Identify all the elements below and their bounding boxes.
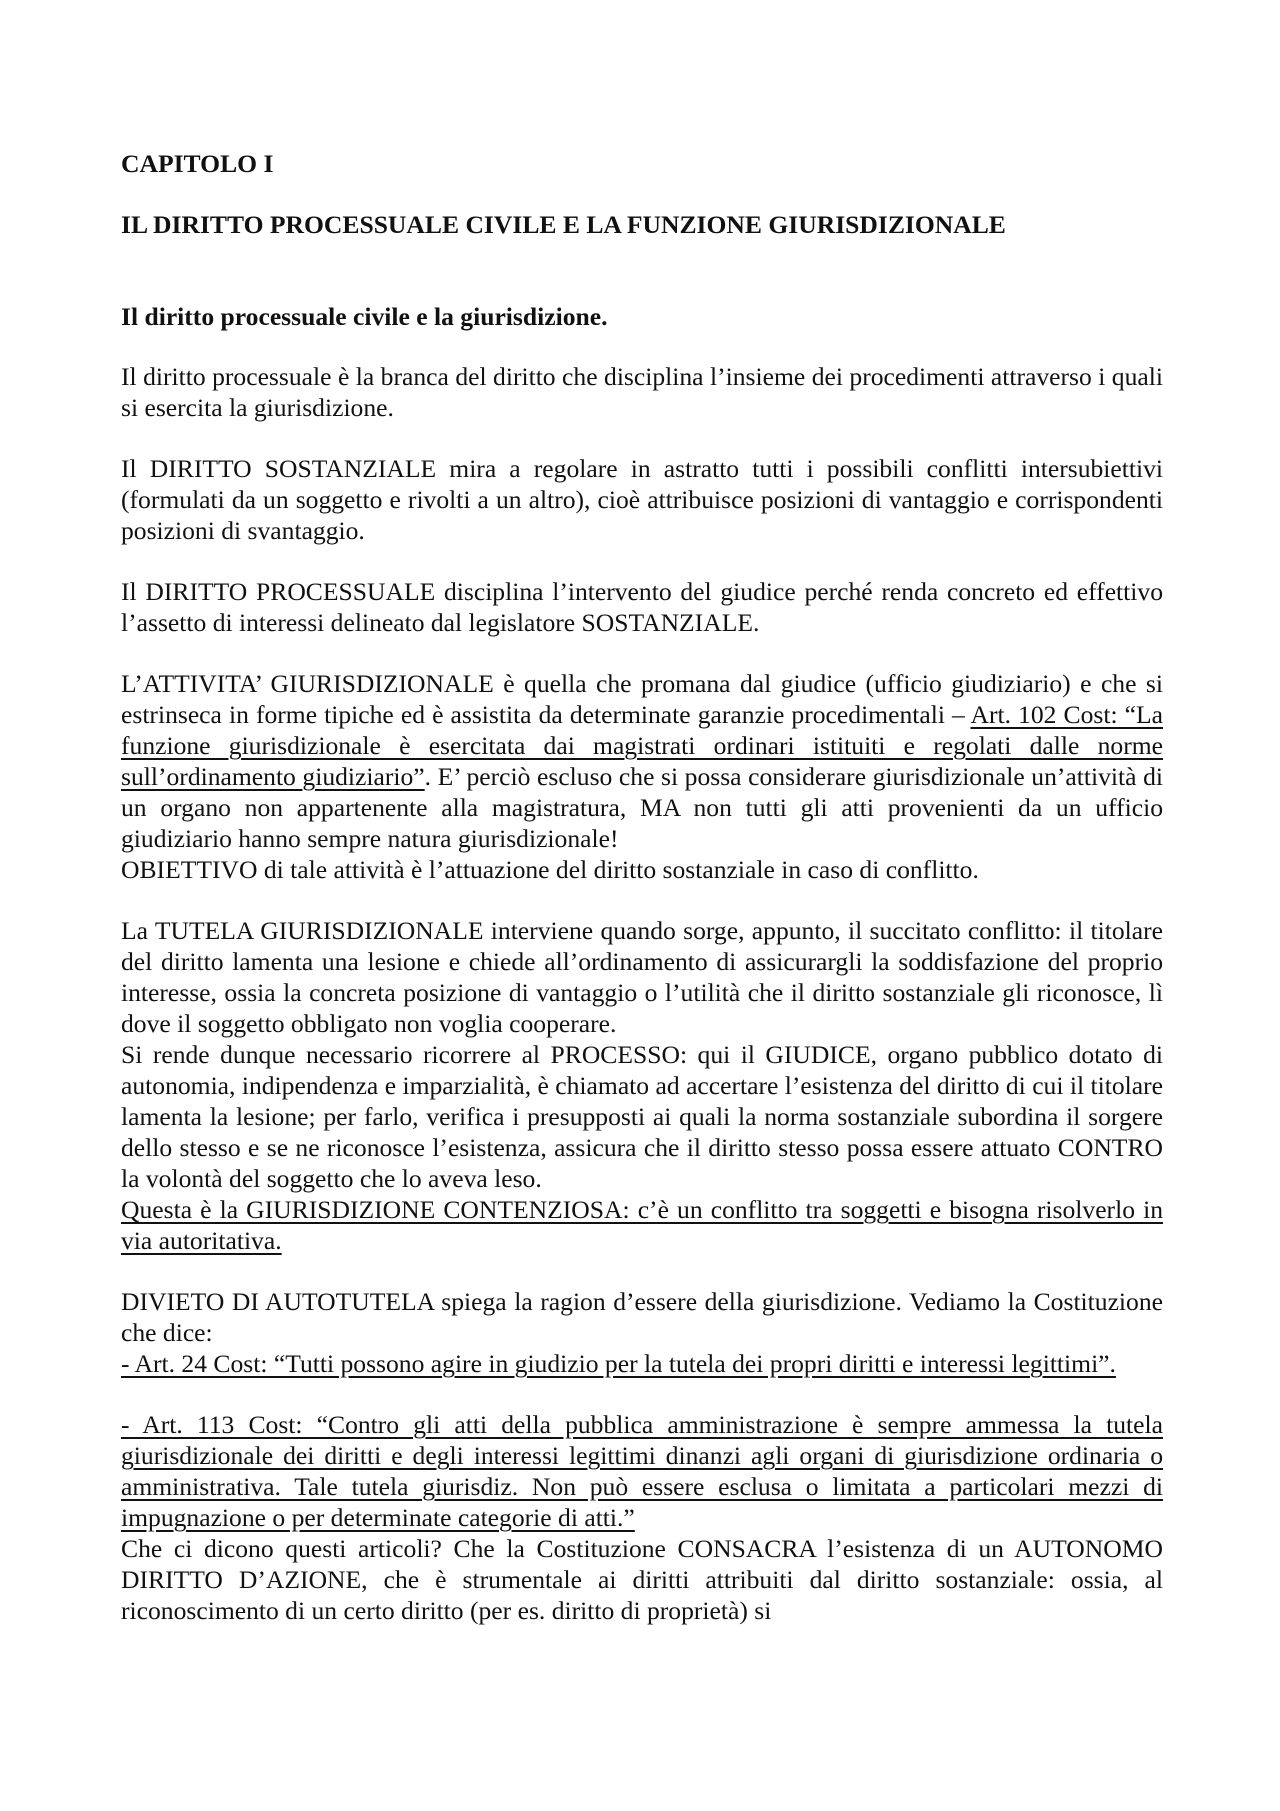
paragraph-2: Il DIRITTO SOSTANZIALE mira a regolare in astratto tutti i possibili conflitti intersubiettivi (formulati da un soggetto e rivolti a un altro), cioè attribuisce posizioni di vantaggio e corrispondenti posizioni di svantaggio. — [121, 454, 1163, 545]
paragraph-5-text-b: Si rende dunque necessario ricorrere al PROCESSO: qui il GIUDICE, organo pubblico dotato di autonomia, indipendenza e imparzialità, è chiamato ad accertare l’esistenza del diritto di cui il titolare lamenta la lesione; per farlo, verifica i presupposti ai quali la norma sostanziale subordina il sorgere dello stesso e se ne riconosce l’esistenza, assicura che il diritto stesso possa essere attuato CONTRO la volontà del soggetto che lo aveva leso. — [121, 1040, 1163, 1193]
paragraph-4 — [121, 668, 1163, 885]
art-113-quote: - Art. 113 Cost: “Contro gli atti della pubblica amministrazione è sempre ammessa la tutela giurisdizionale dei diritti e degli interessi legittimi dinanzi agli organi di giurisdizione ordinaria o amministrativa. Tale tutela giurisdiz. Non può essere esclusa o limitata a particolari mezzi di impugnazione o per determinate categorie di atti.” — [121, 1410, 1163, 1532]
paragraph-6 — [121, 1286, 1163, 1379]
paragraph-6-text: DIVIETO DI AUTOTUTELA spiega la ragion d’essere della giurisdizione. Vediamo la Costituzione che dice: — [121, 1287, 1163, 1347]
paragraph-4-objective: OBIETTIVO di tale attività è l’attuazione del diritto sostanziale in caso di conflitto. — [121, 855, 979, 884]
chapter-label: CAPITOLO I — [121, 149, 274, 178]
paragraph-4-text-b: . E’ perciò escluso che si possa considerare giurisdizionale un’attività di un organo non appartenente alla magistratura, MA non tutti gli atti provenienti da un ufficio giudiziario hanno sempre natura giurisdizionale! — [121, 762, 1163, 853]
art-102-quote: Art. 102 Cost: “La funzione giurisdizionale è esercitata dai magistrati ordinari istituiti e regolati dalle norme sull’ordinamento giudiziario” — [121, 700, 1163, 791]
paragraph-7 — [121, 1409, 1163, 1626]
paragraph-3: Il DIRITTO PROCESSUALE disciplina l’intervento del giudice perché renda concreto ed effettivo l’assetto di interessi delineato dal legislatore SOSTANZIALE. — [121, 577, 1163, 637]
chapter-title: IL DIRITTO PROCESSUALE CIVILE E LA FUNZIONE GIURISDIZIONALE — [121, 210, 1006, 239]
paragraph-5 — [121, 915, 1163, 1256]
contentious-jurisdiction-note: Questa è la GIURISDIZIONE CONTENZIOSA: c’è un conflitto tra soggetti e bisogna risolverlo in via autoritativa. — [121, 1195, 1163, 1255]
section-title: Il diritto processuale civile e la giurisdizione. — [121, 302, 608, 331]
paragraph-1: Il diritto processuale è la branca del diritto che disciplina l’insieme dei procedimenti attraverso i quali si esercita la giurisdizione. — [121, 362, 1163, 422]
paragraph-5-text-a: La TUTELA GIURISDIZIONALE interviene quando sorge, appunto, il succitato conflitto: il titolare del diritto lamenta una lesione e chiede all’ordinamento di assicurargli la soddisfazione del proprio interesse, ossia la concreta posizione di vantaggio o l’utilità che il diritto sostanziale gli riconosce, lì dove il soggetto obbligato non voglia cooperare. — [121, 916, 1163, 1038]
art-24-quote: - Art. 24 Cost: “Tutti possono agire in giudizio per la tutela dei propri diritti e interessi legittimi”. — [121, 1349, 1116, 1378]
document-page — [121, 148, 1163, 1626]
paragraph-4-text-a: L’ATTIVITA’ GIURISDIZIONALE è quella che promana dal giudice (ufficio giudiziario) e che si estrinseca in forme tipiche ed è assistita da determinate garanzie procedimentali – — [121, 669, 1163, 729]
paragraph-7-text: Che ci dicono questi articoli? Che la Costituzione CONSACRA l’esistenza di un AUTONOMO DIRITTO D’AZIONE, che è strumentale ai diritti attribuiti dal diritto sostanziale: ossia, al riconoscimento di un certo diritto (per es. diritto di proprietà) si — [121, 1534, 1163, 1625]
